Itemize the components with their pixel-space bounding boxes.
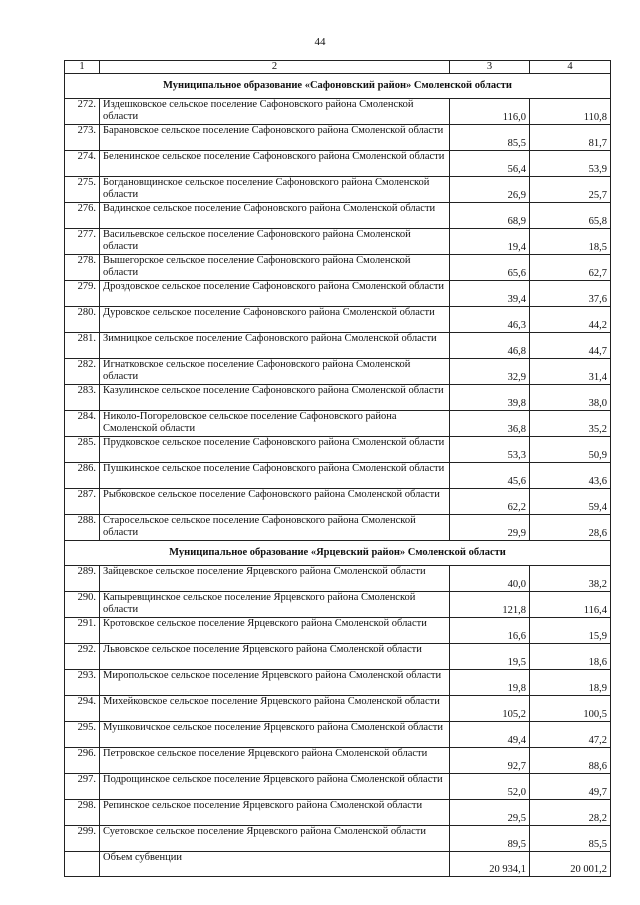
value-column-4: 28,2 [530,800,611,826]
row-number: 277. [65,229,100,255]
row-number: 296. [65,748,100,774]
value-column-4: 81,7 [530,125,611,151]
value-column-4: 44,7 [530,333,611,359]
settlement-name: Богдановщинское сельское поселение Сафоновского района Смоленской области [100,177,450,203]
table-row [65,151,611,177]
table-row [65,515,611,541]
row-number: 275. [65,177,100,203]
value-column-4: 62,7 [530,255,611,281]
settlement-name: Прудковское сельское поселение Сафоновского района Смоленской области [100,437,450,463]
row-number: 297. [65,774,100,800]
row-number: 273. [65,125,100,151]
settlement-name: Дуровское сельское поселение Сафоновского района Смоленской области [100,307,450,333]
table-row [65,670,611,696]
value-column-3: 46,3 [450,307,530,333]
value-column-4: 44,2 [530,307,611,333]
value-column-4: 15,9 [530,618,611,644]
value-column-3: 19,5 [450,644,530,670]
value-column-4: 18,6 [530,644,611,670]
row-number: 281. [65,333,100,359]
table-row [65,333,611,359]
settlement-name: Николо-Погореловское сельское поселение Сафоновского района Смоленской области [100,411,450,437]
value-column-4: 35,2 [530,411,611,437]
row-number: 282. [65,359,100,385]
settlement-name: Казулинское сельское поселение Сафоновского района Смоленской области [100,385,450,411]
table-row [65,281,611,307]
column-header-row [65,61,611,74]
value-column-4: 116,4 [530,592,611,618]
row-number: 272. [65,99,100,125]
value-column-4: 28,6 [530,515,611,541]
settlement-name: Подрощинское сельское поселение Ярцевского района Смоленской области [100,774,450,800]
value-column-3: 29,5 [450,800,530,826]
table-row [65,592,611,618]
table-body [65,61,611,877]
column-header-1: 1 [65,61,100,74]
total-row [65,852,611,877]
settlement-name: Рыбковское сельское поселение Сафоновского района Смоленской области [100,489,450,515]
value-column-4: 59,4 [530,489,611,515]
value-column-3: 49,4 [450,722,530,748]
value-column-3: 53,3 [450,437,530,463]
settlement-name: Барановское сельское поселение Сафоновского района Смоленской области [100,125,450,151]
column-header-3: 3 [450,61,530,74]
value-column-4: 37,6 [530,281,611,307]
value-column-3: 85,5 [450,125,530,151]
value-column-3: 29,9 [450,515,530,541]
section-header-row [65,74,611,99]
value-column-4: 38,2 [530,566,611,592]
table-row [65,774,611,800]
table-row [65,99,611,125]
value-column-4: 31,4 [530,359,611,385]
row-number: 291. [65,618,100,644]
row-number: 288. [65,515,100,541]
value-column-3: 92,7 [450,748,530,774]
value-column-3: 62,2 [450,489,530,515]
settlement-name: Зимницкое сельское поселение Сафоновского района Смоленской области [100,333,450,359]
table-row [65,566,611,592]
table-row [65,411,611,437]
row-number: 294. [65,696,100,722]
settlement-name: Старосельское сельское поселение Сафоновского района Смоленской области [100,515,450,541]
value-column-4: 65,8 [530,203,611,229]
section-title: Муниципальное образование «Сафоновский район» Смоленской области [65,74,611,99]
total-number-cell [65,852,100,877]
settlement-name: Зайцевское сельское поселение Ярцевского района Смоленской области [100,566,450,592]
total-label: Объем субвенции [100,852,450,877]
row-number: 278. [65,255,100,281]
settlement-name: Вышегорское сельское поселение Сафоновского района Смоленской области [100,255,450,281]
row-number: 274. [65,151,100,177]
value-column-4: 100,5 [530,696,611,722]
value-column-4: 110,8 [530,99,611,125]
table-row [65,385,611,411]
value-column-3: 121,8 [450,592,530,618]
settlement-name: Кротовское сельское поселение Ярцевского района Смоленской области [100,618,450,644]
settlement-name: Львовское сельское поселение Ярцевского района Смоленской области [100,644,450,670]
value-column-4: 43,6 [530,463,611,489]
table-row [65,437,611,463]
table-row [65,722,611,748]
settlement-name: Дроздовское сельское поселение Сафоновского района Смоленской области [100,281,450,307]
value-column-4: 53,9 [530,151,611,177]
column-header-2: 2 [100,61,450,74]
table-row [65,463,611,489]
column-header-4: 4 [530,61,611,74]
table-row [65,748,611,774]
row-number: 279. [65,281,100,307]
section-title: Муниципальное образование «Ярцевский район» Смоленской области [65,541,611,566]
settlement-name: Михейковское сельское поселение Ярцевского района Смоленской области [100,696,450,722]
value-column-4: 25,7 [530,177,611,203]
value-column-4: 50,9 [530,437,611,463]
settlement-name: Вадинское сельское поселение Сафоновского района Смоленской области [100,203,450,229]
value-column-4: 85,5 [530,826,611,852]
row-number: 292. [65,644,100,670]
settlement-name: Миропольское сельское поселение Ярцевского района Смоленской области [100,670,450,696]
value-column-4: 38,0 [530,385,611,411]
table-row [65,618,611,644]
row-number: 285. [65,437,100,463]
row-number: 290. [65,592,100,618]
page-number: 44 [314,36,326,48]
table-row [65,696,611,722]
settlement-name: Мушковичское сельское поселение Ярцевского района Смоленской области [100,722,450,748]
row-number: 286. [65,463,100,489]
value-column-3: 39,8 [450,385,530,411]
settlement-name: Васильевское сельское поселение Сафоновского района Смоленской области [100,229,450,255]
row-number: 295. [65,722,100,748]
value-column-3: 52,0 [450,774,530,800]
table-row [65,307,611,333]
settlement-name: Беленинское сельское поселение Сафоновского района Смоленской области [100,151,450,177]
value-column-3: 26,9 [450,177,530,203]
value-column-3: 40,0 [450,566,530,592]
settlement-name: Пушкинское сельское поселение Сафоновского района Смоленской области [100,463,450,489]
value-column-4: 18,5 [530,229,611,255]
table-row [65,644,611,670]
table-row [65,800,611,826]
value-column-3: 65,6 [450,255,530,281]
settlement-name: Издешковское сельское поселение Сафоновского района Смоленской области [100,99,450,125]
value-column-3: 16,6 [450,618,530,644]
row-number: 289. [65,566,100,592]
table-row [65,229,611,255]
row-number: 280. [65,307,100,333]
table-row [65,826,611,852]
table-row [65,359,611,385]
settlement-name: Игнатковское сельское поселение Сафоновского района Смоленской области [100,359,450,385]
value-column-3: 39,4 [450,281,530,307]
table-row [65,125,611,151]
row-number: 298. [65,800,100,826]
settlement-name: Репинское сельское поселение Ярцевского района Смоленской области [100,800,450,826]
table-row [65,255,611,281]
value-column-3: 46,8 [450,333,530,359]
settlement-name: Суетовское сельское поселение Ярцевского района Смоленской области [100,826,450,852]
row-number: 299. [65,826,100,852]
value-column-3: 105,2 [450,696,530,722]
table-row [65,177,611,203]
section-header-row [65,541,611,566]
value-column-3: 68,9 [450,203,530,229]
value-column-4: 47,2 [530,722,611,748]
value-column-4: 88,6 [530,748,611,774]
row-number: 284. [65,411,100,437]
table-row [65,489,611,515]
row-number: 283. [65,385,100,411]
settlement-name: Петровское сельское поселение Ярцевского района Смоленской области [100,748,450,774]
total-value-column-4: 20 001,2 [530,852,611,877]
value-column-3: 56,4 [450,151,530,177]
value-column-4: 18,9 [530,670,611,696]
row-number: 276. [65,203,100,229]
value-column-4: 49,7 [530,774,611,800]
value-column-3: 32,9 [450,359,530,385]
value-column-3: 19,4 [450,229,530,255]
value-column-3: 89,5 [450,826,530,852]
value-column-3: 45,6 [450,463,530,489]
table-row [65,203,611,229]
value-column-3: 116,0 [450,99,530,125]
row-number: 287. [65,489,100,515]
subsidy-table [64,60,611,877]
settlement-name: Капыревщинское сельское поселение Ярцевского района Смоленской области [100,592,450,618]
total-value-column-3: 20 934,1 [450,852,530,877]
value-column-3: 19,8 [450,670,530,696]
row-number: 293. [65,670,100,696]
value-column-3: 36,8 [450,411,530,437]
